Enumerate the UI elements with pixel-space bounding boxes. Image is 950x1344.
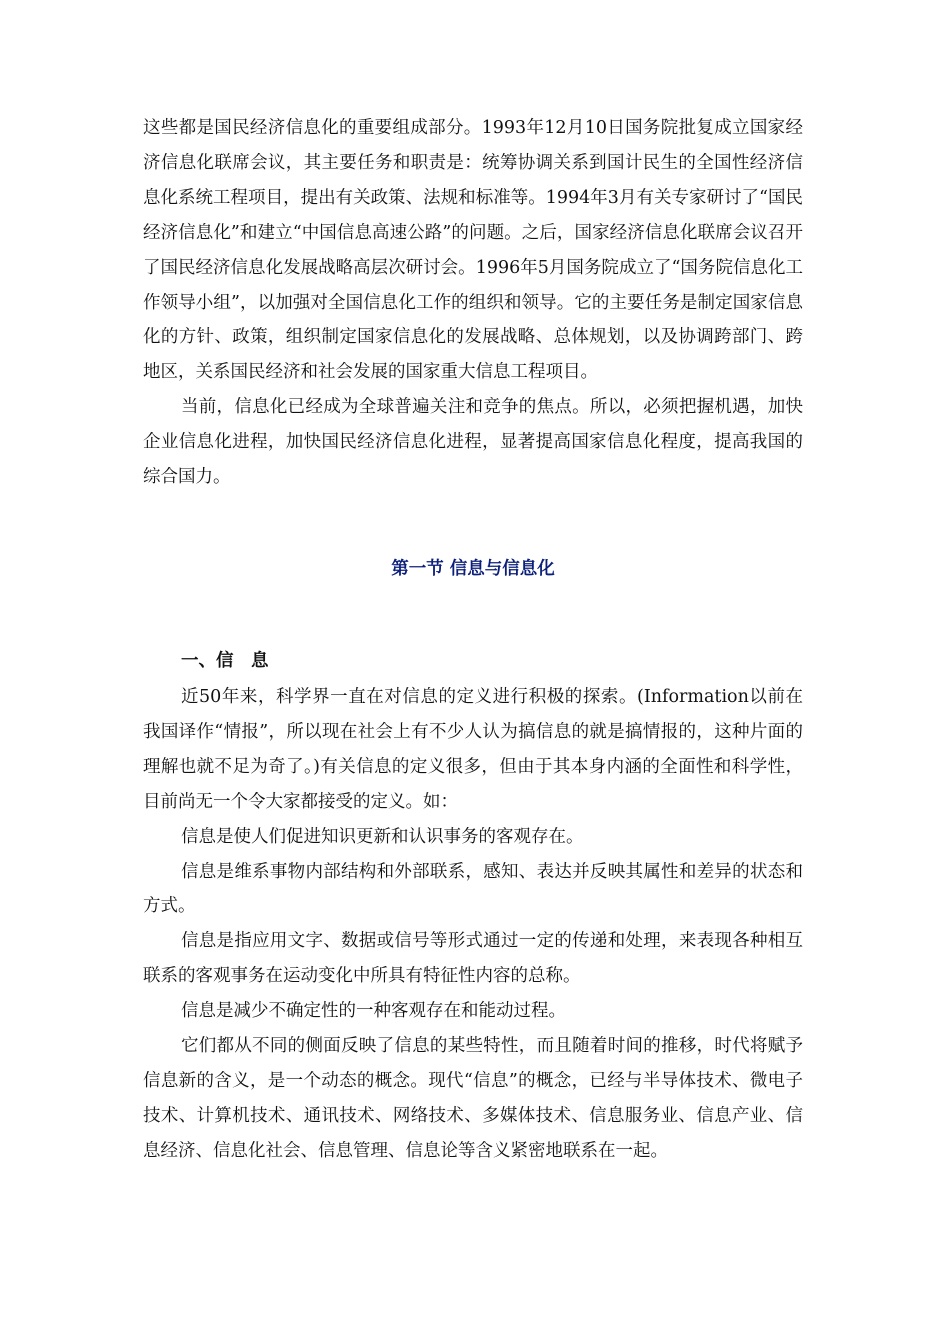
paragraph-current-focus: 当前，信息化已经成为全球普遍关注和竞争的焦点。所以，必须把握机遇，加快企业信息化进程，加快国民经济信息化进程，显著提高国家信息化程度，提高我国的综合国力。 [143,397,803,488]
paragraph-definition-intro: 近50年来，科学界一直在对信息的定义进行积极的探索。(Information以前在我国译作“情报”，所以现在社会上有不少人认为搞信息的就是搞情报的，这种片面的理解也就不足为奇了。)有关信息的定义很多，但由于其本身内涵的全面性和科学性，目前尚无一个令大家都接受的定义。如： [143,687,803,812]
section-title: 第一节 信息与信息化 [391,559,555,579]
subheading-information: 一、信 息 [181,651,269,671]
paragraph-informatization-history: 这些都是国民经济信息化的重要组成部分。1993年12月10日国务院批复成立国家经济信息化联席会议，其主要任务和职责是：统筹协调关系到国计民生的全国性经济信息化系统工程项目，提出有关政策、法规和标准等。1994年3月有关专家研讨了“国民经济信息化”和建立“中国信息高速公路”的问题。之后，国家经济信息化联席会议召开了国民经济信息化发展战略高层次研讨会。1996年5月国务院成立了“国务院信息化工作领导小组”，以加强对全国信息化工作的组织和领导。它的主要任务是制定国家信息化的方针、政策，组织制定国家信息化的发展战略、总体规划，以及协调跨部门、跨地区，关系国民经济和社会发展的国家重大信息工程项目。 [143,118,803,383]
paragraph-modern-concept: 它们都从不同的侧面反映了信息的某些特性，而且随着时间的推移，时代将赋予信息新的含义，是一个动态的概念。现代“信息”的概念，已经与半导体技术、微电子技术、计算机技术、通讯技术、网络技术、多媒体技术、信息服务业、信息产业、信息经济、信息化社会、信息管理、信息论等含义紧密地联系在一起。 [143,1036,803,1161]
paragraph-definition-4: 信息是减少不确定性的一种客观存在和能动过程。 [181,1001,566,1022]
body-text-top [143,111,803,495]
body-text-bottom [143,680,803,1169]
paragraph-definition-3: 信息是指应用文字、数据或信号等形式通过一定的传递和处理，来表现各种相互联系的客观事务在运动变化中所具有特征性内容的总称。 [143,931,803,987]
paragraph-definition-1: 信息是使人们促进知识更新和认识事务的客观存在。 [181,826,584,847]
paragraph-definition-2: 信息是维系事物内部结构和外部联系，感知、表达并反映其属性和差异的状态和方式。 [143,861,803,917]
